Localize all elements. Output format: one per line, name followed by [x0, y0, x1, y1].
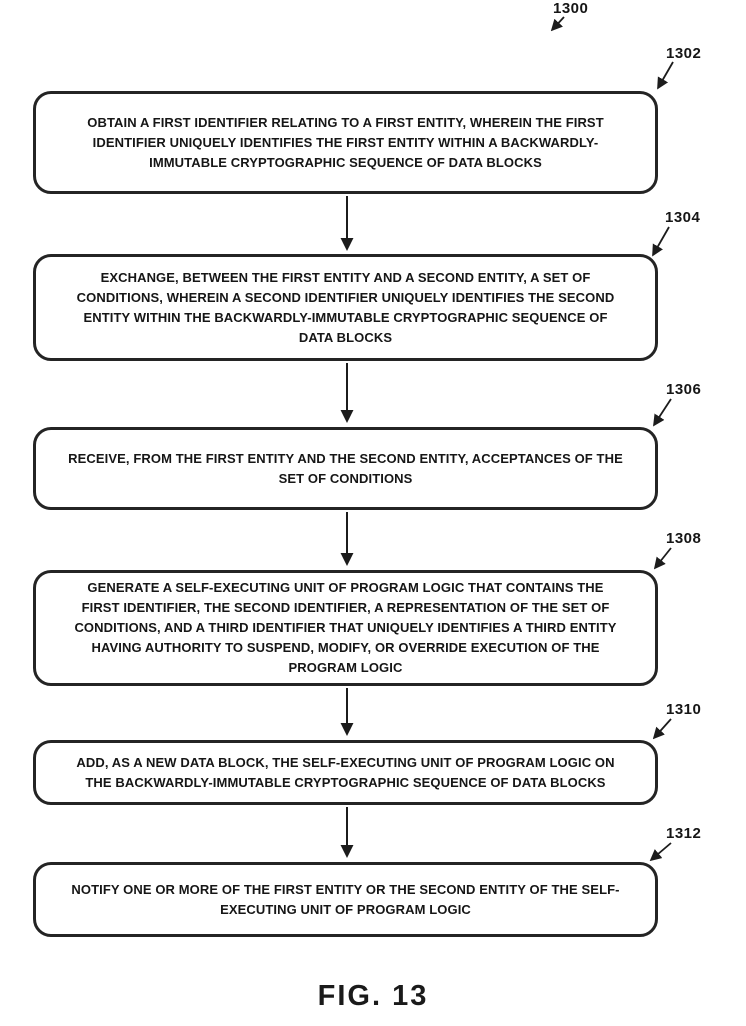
ref-pointer-arrow-1306-icon — [654, 399, 671, 425]
step-ref-label: 1302 — [666, 45, 702, 62]
figure-reference-numeral: 1300 — [553, 0, 589, 17]
flow-step-box-receive-acceptances — [33, 427, 658, 510]
step-ref-label: 1308 — [666, 530, 702, 547]
flow-step-text: RECEIVE, FROM THE FIRST ENTITY AND THE SECOND ENTITY, ACCEPTANCES OF THE SET OF CONDITIONS — [68, 450, 623, 486]
step-ref-label: 1306 — [666, 381, 702, 398]
step-ref-label: 1304 — [665, 209, 701, 226]
flow-step-text: ADD, AS A NEW DATA BLOCK, THE SELF-EXECUTING UNIT OF PROGRAM LOGIC ON THE BACKWARDLY-IMMUTABLE CRYPTOGRAPHIC SEQUENCE OF DATA BLOCKS — [76, 754, 615, 790]
flow-step-box-notify-entities — [33, 862, 658, 937]
flow-step-box-add-data-block — [33, 740, 658, 805]
ref-pointer-arrow-1300-icon — [552, 17, 564, 30]
step-ref-label: 1310 — [666, 701, 702, 718]
flow-step-box-generate-program-logic — [33, 570, 658, 686]
step-ref-label: 1312 — [666, 825, 702, 842]
flow-step-box-obtain-identifier — [33, 91, 658, 194]
figure-caption: FIG. 13 — [317, 980, 429, 1012]
flow-step-text: OBTAIN A FIRST IDENTIFIER RELATING TO A FIRST ENTITY, WHEREIN THE FIRST IDENTIFIER UNIQUELY IDENTIFIES THE FIRST ENTITY WITHIN A BACKWARDLY- IMMUTABLE CRYPTOGRAPHIC SEQUENCE OF DATA BLOCKS — [87, 114, 604, 170]
ref-pointer-arrow-1308-icon — [655, 548, 671, 568]
flow-step-text: GENERATE A SELF-EXECUTING UNIT OF PROGRAM LOGIC THAT CONTAINS THE FIRST IDENTIFIER, THE SECOND IDENTIFIER, A REPRESENTATION OF THE SET OF CONDITIONS, AND A THIRD IDENTIFIER THAT UNIQUELY IDENTIFIES A THIRD ENTITY HAVING AUTHORITY TO SUSPEND, MODIFY, OR OVERRIDE EXECUTION OF THE PROGRAM LOGIC — [74, 580, 617, 675]
flow-step-text: NOTIFY ONE OR MORE OF THE FIRST ENTITY OR THE SECOND ENTITY OF THE SELF- EXECUTING UNIT OF PROGRAM LOGIC — [71, 881, 620, 917]
ref-pointer-arrow-1310-icon — [654, 719, 671, 738]
ref-pointer-arrow-1304-icon — [653, 227, 669, 255]
flow-step-box-exchange-conditions — [33, 254, 658, 361]
ref-pointer-arrow-1302-icon — [658, 62, 673, 88]
flow-step-text: EXCHANGE, BETWEEN THE FIRST ENTITY AND A SECOND ENTITY, A SET OF CONDITIONS, WHEREIN A SECOND IDENTIFIER UNIQUELY IDENTIFIES THE SECOND ENTITY WITHIN THE BACKWARDLY-IMMUTABLE CRYPTOGRAPHIC SEQUENCE OF DATA BLOCKS — [76, 269, 615, 345]
ref-pointer-arrow-1312-icon — [651, 843, 671, 860]
